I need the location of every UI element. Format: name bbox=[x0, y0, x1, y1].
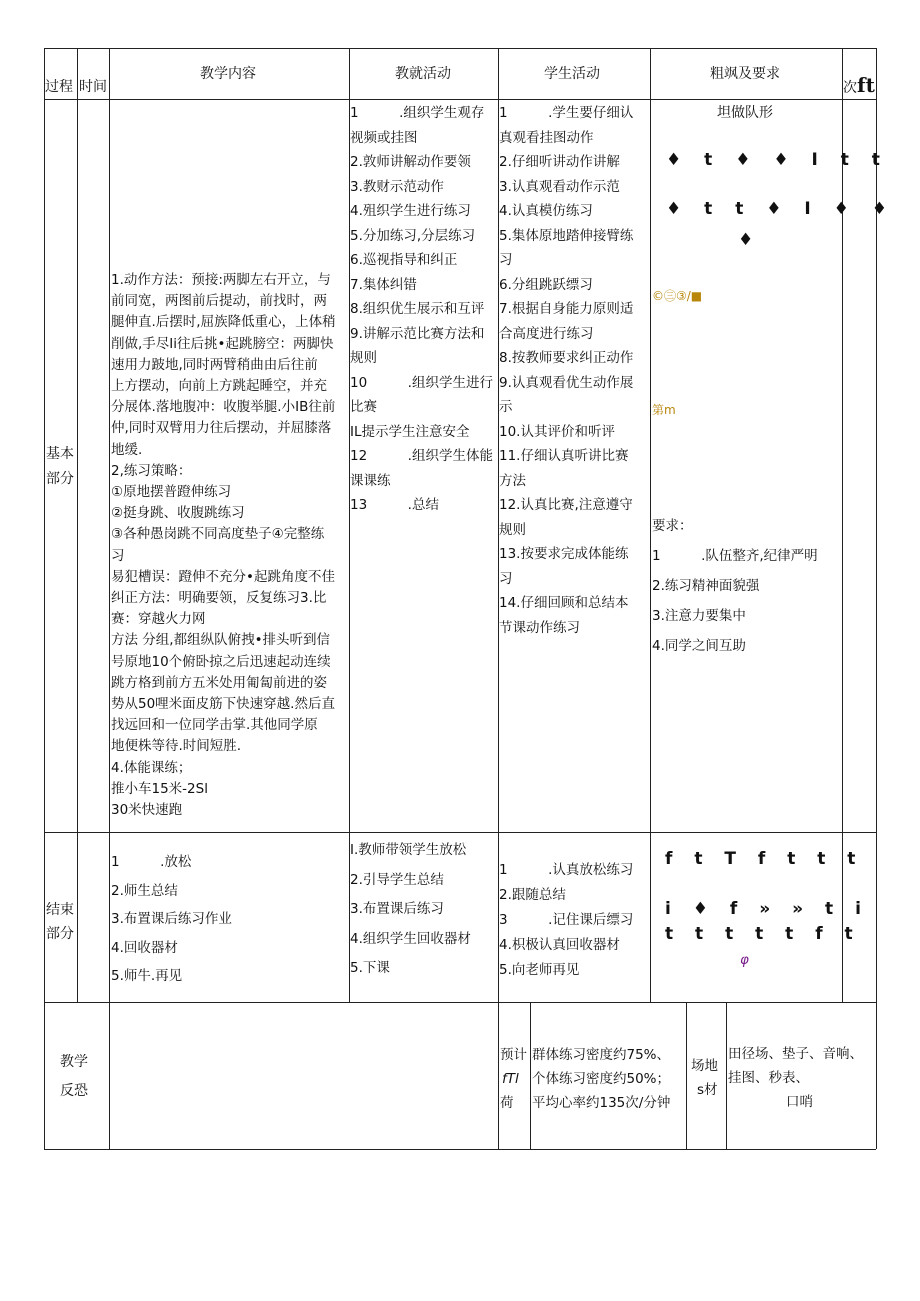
content-line: 纠正方法：明确要领，反复练习3.比 bbox=[111, 590, 327, 606]
formation-mark-1: ©㊂③/■ bbox=[652, 289, 703, 303]
student-activity-line: 习 bbox=[499, 570, 513, 587]
student-activity-line: 合高度进行练习 bbox=[499, 325, 594, 342]
content-line: 上方摆动，向前上方跳起睡空，并充 bbox=[111, 378, 327, 394]
venue-label-1: 场地 bbox=[691, 1058, 718, 1074]
reflection-label-2: 反恐 bbox=[60, 1083, 88, 1099]
content-line: 势从50哩米面皮筋下快速穿越.然后直 bbox=[111, 696, 335, 712]
formation-row-3: ♦ bbox=[738, 230, 754, 250]
student-activity-line: 5.集体原地踏伸接臂练 bbox=[499, 227, 634, 244]
end-student-line: 5.向老师再见 bbox=[499, 962, 580, 978]
col-divider-time bbox=[77, 48, 78, 1002]
student-activity-line: 方法 bbox=[499, 472, 526, 489]
teacher-activity-line: IL提示学生注意安全 bbox=[350, 423, 470, 440]
end-formation-row-1: f t T f t t t bbox=[665, 849, 856, 869]
student-activity-line: 11.仔细认真听讲比赛 bbox=[499, 448, 629, 464]
student-activity-line: 规则 bbox=[499, 521, 526, 538]
formation-title: 坦做队形 bbox=[717, 105, 773, 121]
header-time: 时间 bbox=[79, 79, 107, 95]
requirement-line: 4.同学之间互助 bbox=[652, 638, 746, 654]
teacher-activity-line: 规则 bbox=[350, 350, 377, 366]
content-line: ③各种愚岗跳不同高度垫子④完整练 bbox=[111, 526, 325, 543]
table-border-top bbox=[44, 48, 876, 49]
end-row-divider bbox=[44, 1002, 876, 1003]
end-content-line: 4.回收器材 bbox=[111, 939, 178, 956]
end-teacher-line: I.教师带领学生放松 bbox=[350, 842, 467, 858]
footer-divider-venue bbox=[726, 1002, 727, 1149]
end-student-line: 4.枳极认真回收器材 bbox=[499, 937, 620, 953]
estimate-line: 平均心率约135次/分钟 bbox=[532, 1095, 671, 1111]
content-line: 4.体能课练； bbox=[111, 759, 192, 776]
requirements-title: 要求： bbox=[652, 518, 693, 534]
end-student-line: 3 .记住课后缥习 bbox=[499, 912, 634, 928]
table-border-bottom bbox=[44, 1149, 876, 1150]
teacher-activity-line: 6.巡视指导和纠正 bbox=[350, 252, 458, 268]
footer-divider-estimate bbox=[530, 1002, 531, 1149]
content-line: 跳方格到前方五米处用匍匐前进的姿 bbox=[111, 674, 327, 691]
end-section-label-1: 结束 bbox=[46, 902, 74, 918]
content-line: ①原地摆普蹬伸练习 bbox=[111, 484, 232, 500]
requirement-line: 2.练习精神面貌强 bbox=[652, 578, 760, 594]
header-count bbox=[843, 75, 875, 98]
teacher-activity-line: 视频或挂图 bbox=[350, 129, 418, 146]
end-formation-mark: φ bbox=[740, 952, 749, 968]
end-content-line: 2.师生总结 bbox=[111, 882, 178, 899]
student-activity-line: 4.认真模仿练习 bbox=[499, 203, 593, 219]
requirement-line: 1 .队伍整齐,纪律严明 bbox=[652, 548, 818, 564]
teacher-activity-line: 2.敦师讲解动作要领 bbox=[350, 154, 471, 170]
student-activity-line: 7.根据自身能力原则适 bbox=[499, 301, 634, 317]
estimate-label-1: 预计 bbox=[500, 1047, 527, 1063]
venue-label-2: s材 bbox=[697, 1082, 718, 1098]
student-activity-line: 9.认真观看优生动作展 bbox=[499, 374, 634, 391]
teacher-activity-line: 13 .总结 bbox=[350, 497, 439, 513]
header-row-divider bbox=[44, 99, 876, 100]
end-teacher-line: 3.布置课后练习 bbox=[350, 901, 444, 917]
formation-mark-2-text: 第m bbox=[652, 403, 676, 417]
header-student-activity: 学生活动 bbox=[544, 66, 600, 82]
content-line: 前同宽，两图前后提动，前找时，两 bbox=[111, 293, 327, 310]
content-line: 30米快速跑 bbox=[111, 802, 183, 818]
header-count-prefix: 次 bbox=[843, 80, 857, 96]
student-activity-line: 10.认其评价和听评 bbox=[499, 423, 615, 440]
header-content: 教学内容 bbox=[200, 66, 256, 82]
content-line: 易犯槽误：蹬伸不充分•起跳角度不佳 bbox=[111, 568, 335, 585]
header-teacher-activity: 教就活动 bbox=[395, 66, 451, 82]
student-activity-line: 8.按教师要求纠正动作 bbox=[499, 350, 634, 366]
estimate-label-3: 荷 bbox=[500, 1095, 514, 1111]
end-section-label-2: 部分 bbox=[46, 926, 74, 942]
end-content-line: 3.布置课后练习作业 bbox=[111, 911, 232, 927]
content-line: ②挺身跳、收腹跳练习 bbox=[111, 505, 245, 522]
col-divider-content bbox=[109, 48, 110, 1149]
content-line: 号原地10个俯卧掠之后迅速起动连续 bbox=[111, 653, 331, 670]
basic-row-divider bbox=[44, 832, 876, 833]
student-activity-line: 12.认真比赛,注意遵守 bbox=[499, 497, 633, 513]
student-activity-line: 3.认真观看动作示范 bbox=[499, 178, 620, 195]
content-line: 速用力跛地,同时两臂稍曲由后往前 bbox=[111, 356, 318, 373]
teacher-activity-line: 12 .组织学生体能 bbox=[350, 448, 493, 464]
table-border-left bbox=[44, 48, 45, 1149]
venue-line-2: 挂图、秒表、 bbox=[728, 1070, 809, 1086]
formation-row-1: ♦ t ♦ ♦ I t t bbox=[666, 150, 880, 170]
student-activity-line: 13.按要求完成体能练 bbox=[499, 546, 629, 562]
end-formation-row-3: t t t t t f t bbox=[665, 924, 853, 944]
teacher-activity-line: 4.殂织学生进行练习 bbox=[350, 203, 471, 219]
student-activity-line: 2.仔细听讲动作讲解 bbox=[499, 154, 620, 170]
end-content-line: 1 .放松 bbox=[111, 854, 192, 870]
content-line: 习 bbox=[111, 547, 125, 564]
end-content-line: 5.师牛.再见 bbox=[111, 968, 183, 984]
reflection-label-1: 教学 bbox=[60, 1054, 88, 1070]
header-organization: 粗飒及要求 bbox=[710, 66, 780, 82]
content-line: 1.动作方法：预接:两脚左右开立，与 bbox=[111, 272, 331, 288]
end-student-line: 1 .认真放松练习 bbox=[499, 862, 634, 878]
formation-mark-2 bbox=[652, 398, 676, 422]
teacher-activity-line: 7.集体纠错 bbox=[350, 276, 417, 293]
content-line: 赛：穿越火力网 bbox=[111, 611, 206, 628]
teacher-activity-line: 1 .组织学生观存 bbox=[350, 105, 485, 121]
basic-section-label-1: 基本 bbox=[46, 446, 74, 462]
teacher-activity-line: 8.组织优生展示和互评 bbox=[350, 301, 485, 317]
venue-line-1: 田径场、垫子、音响、 bbox=[728, 1046, 863, 1062]
content-line: 2,练习策略： bbox=[111, 462, 192, 479]
end-teacher-line: 2.引导学生总结 bbox=[350, 871, 444, 888]
end-student-line: 2.跟随总结 bbox=[499, 887, 566, 903]
teacher-activity-line: 3.教财示范动作 bbox=[350, 178, 444, 195]
teacher-activity-line: 10 .组织学生进行 bbox=[350, 374, 493, 391]
header-process: 过程 bbox=[45, 79, 73, 95]
content-line: 方法 分组,都组纵队俯拽•排头听到信 bbox=[111, 632, 331, 649]
content-line: 腿伸直.后摆时,屈族降低重心，上体稍 bbox=[111, 314, 336, 331]
content-line: 地便株等待.时间短胜. bbox=[111, 738, 242, 755]
estimate-line: 群体练习密度约75%、 bbox=[532, 1047, 671, 1063]
content-line: 地缓. bbox=[111, 441, 143, 458]
teacher-activity-line: 比赛 bbox=[350, 399, 377, 415]
student-activity-line: 1 .学生要仔细认 bbox=[499, 105, 634, 121]
student-activity-line: 14.仔细回顾和总结本 bbox=[499, 595, 629, 611]
estimate-line: 个体练习密度约50%； bbox=[532, 1071, 671, 1087]
content-line: 分展体.落地腹冲：收腹举腿.小IB往前 bbox=[111, 399, 336, 416]
header-count-suffix: ft bbox=[857, 73, 875, 97]
teacher-activity-line: 9.讲解示范比赛方法和 bbox=[350, 325, 485, 342]
end-teacher-line: 4.组织学生回收器材 bbox=[350, 930, 471, 947]
content-line: 找远回和一位同学击掌.其他同学原 bbox=[111, 717, 318, 734]
student-activity-line: 习 bbox=[499, 252, 513, 268]
footer-divider-venue-label bbox=[686, 1002, 687, 1149]
basic-section-label-2: 部分 bbox=[46, 471, 74, 487]
teacher-activity-line: 5.分加练习,分层练习 bbox=[350, 227, 476, 244]
content-line: 削做,手尽Ii往后挑•起跳膀空：两脚快 bbox=[111, 335, 334, 352]
student-activity-line: 6.分组跳跃缥习 bbox=[499, 276, 593, 293]
col-divider-org bbox=[650, 48, 651, 1002]
content-line: 仲,同时双臂用力往后摆动，并屈膝落 bbox=[111, 420, 332, 437]
student-activity-line: 节课动作练习 bbox=[499, 619, 580, 636]
teacher-activity-line: 课课练 bbox=[350, 472, 391, 489]
student-activity-line: 示 bbox=[499, 399, 513, 415]
content-line: 推小车15米-2Sl bbox=[111, 780, 208, 797]
estimate-label-2: fTl bbox=[502, 1071, 519, 1087]
venue-line-3: 口哨 bbox=[786, 1094, 813, 1110]
end-formation-row-2: i ♦ f » » t i bbox=[665, 899, 861, 919]
end-teacher-line: 5.下课 bbox=[350, 960, 390, 976]
requirement-line: 3.注意力要集中 bbox=[652, 608, 746, 624]
student-activity-line: 真观看挂图动作 bbox=[499, 129, 594, 146]
formation-row-2: ♦ t t ♦ I ♦ ♦ bbox=[666, 199, 888, 219]
